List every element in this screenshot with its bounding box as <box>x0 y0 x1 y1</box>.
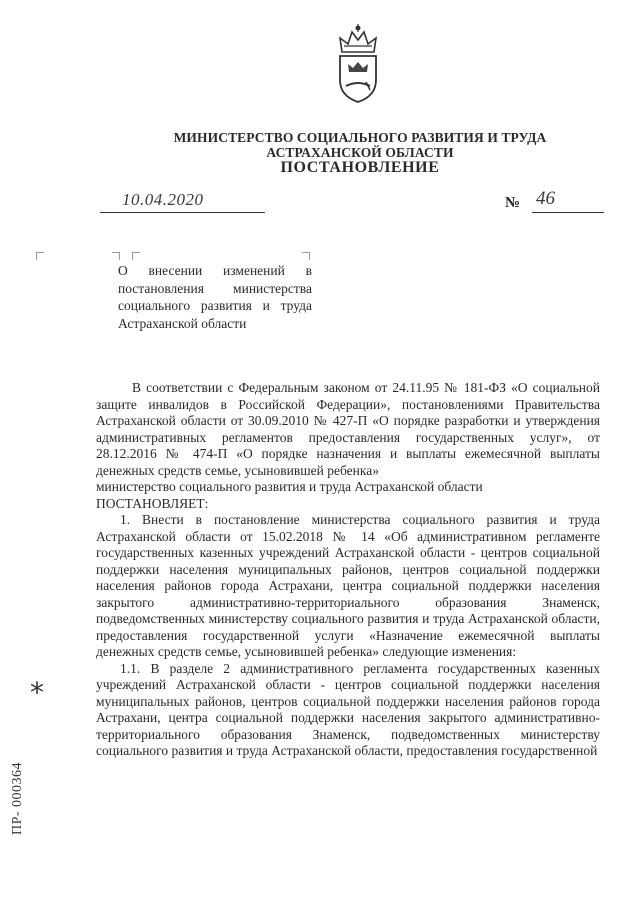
document-number: 46 <box>536 188 555 209</box>
issuer-line: министерство социального развития и труда Астраханской области <box>96 479 483 494</box>
document-subject: О внесении изменений в постановления министерства социального развития и труда Астраханской области <box>118 263 312 331</box>
preamble-paragraph: В соответствии с Федеральным законом от 24.11.95 № 181-ФЗ «О социальной защите инвалидов в Российской Федерации», постановлениями Правительства Астраханской области от 30.09.2010 № 427-П «О порядке разработки и утверждения административных регламентов предоставления государственных услуг», от 28.12.2016 № 474-П «О порядке назначения и выплаты ежемесячной выплаты денежных средств семье, усыновившей ребенка» <box>96 380 600 478</box>
corner-mark <box>132 252 140 260</box>
margin-asterisk: * <box>30 676 44 709</box>
astrakhan-coat-of-arms-icon <box>330 22 386 108</box>
corner-mark <box>112 252 120 260</box>
document-type: ПОСТАНОВЛЕНИЕ <box>280 159 440 176</box>
document-date: 10.04.2020 <box>122 190 204 209</box>
item-1-1-paragraph: 1.1. В разделе 2 административного регламента государственных казенных учреждений Астраханской области - центров социальной поддержки населения муниципальных районов, центров социальной поддержки населения районов города Астрахани, центра социальной поддержки населения закрытого административно-территориального образования Знаменск, подведомственных министерству социального развития и труда Астраханской области, предоставления государственной <box>96 660 600 758</box>
number-field <box>532 190 604 213</box>
ministry-name-line1: МИНИСТЕРСТВО СОЦИАЛЬНОГО РАЗВИТИЯ И ТРУДА <box>173 130 547 145</box>
number-sign: № <box>505 195 521 211</box>
item-1-paragraph: 1. Внести в постановление министерства социального развития и труда Астраханской области от 15.02.2018 № 14 «Об административном регламенте государственных казенных учреждений Астраханской области - центров социальной поддержки населения муниципальных районов, центров социальной поддержки населения районов города Астрахани, центра социальной поддержки населения закрытого административно-территориального образования Знаменск, подведомственных министерству социального развития и труда Астраханской области, предоставления государственной услуги «Назначение ежемесячной выплаты денежных средств семье, усыновившей ребенка» следующие изменения: <box>96 512 600 659</box>
ministry-name-line2: АСТРАХАНСКОЙ ОБЛАСТИ <box>266 145 454 160</box>
resolves-line: ПОСТАНОВЛЯЕТ: <box>96 495 209 511</box>
date-field <box>100 190 265 213</box>
document-body <box>96 380 600 760</box>
margin-registration-stamp: ПР- 000364 <box>10 761 25 835</box>
corner-mark <box>36 252 44 260</box>
corner-mark <box>302 252 310 260</box>
